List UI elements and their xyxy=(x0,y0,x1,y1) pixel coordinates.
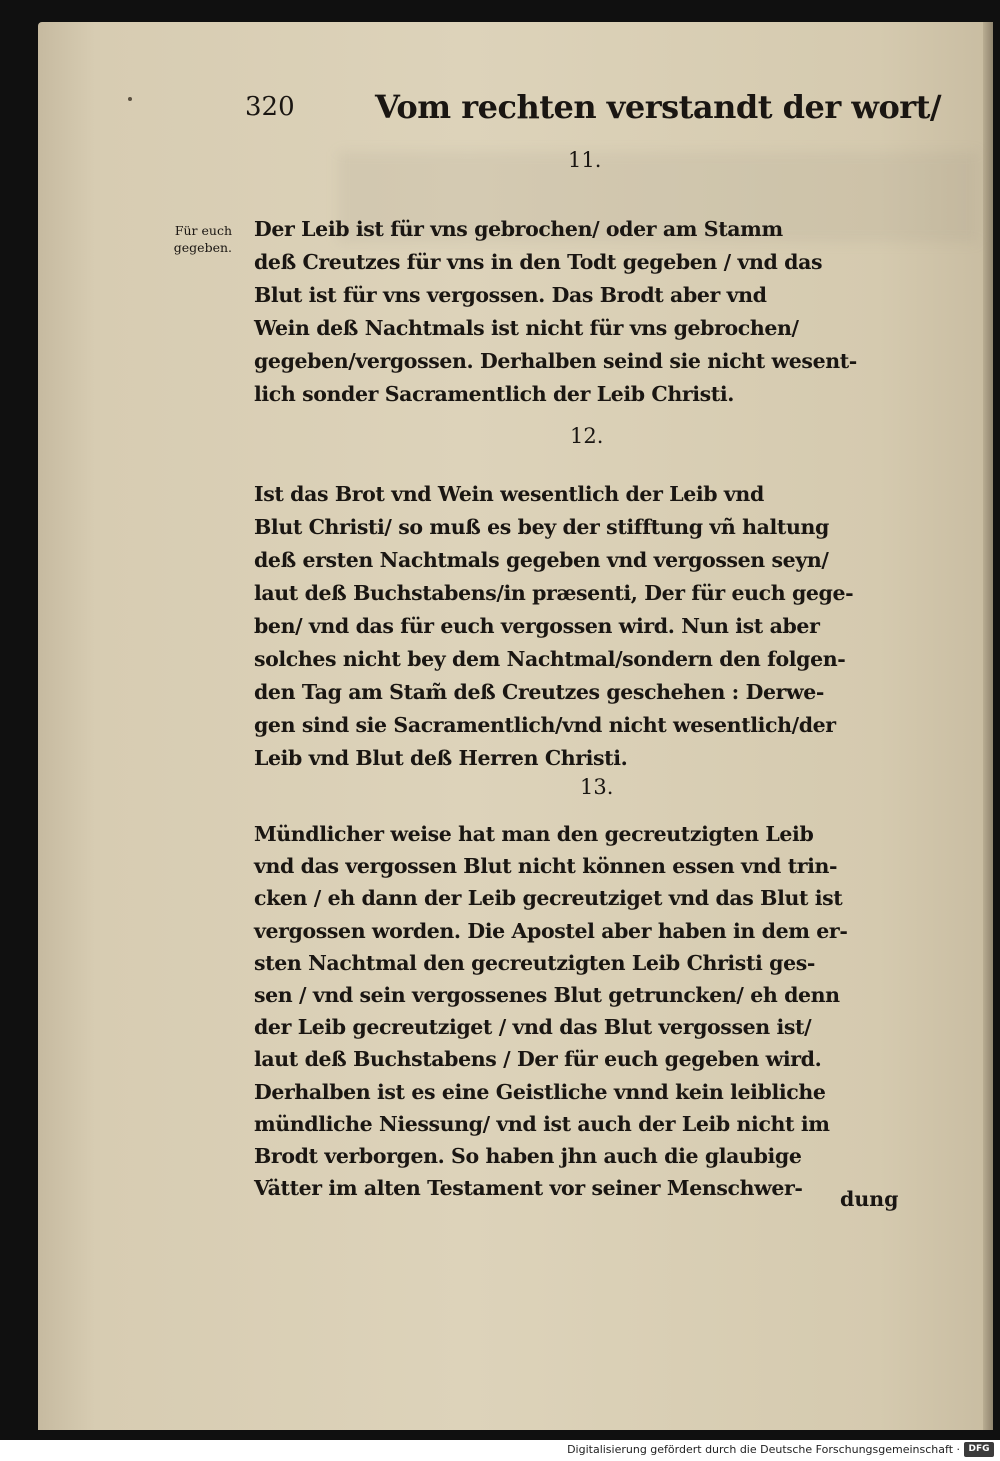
page-number: 320 xyxy=(245,92,295,122)
text-line: lich sonder Sacramentlich der Leib Christi. xyxy=(254,382,734,406)
ink-speck xyxy=(128,97,132,101)
text-line: mündliche Niessung/ vnd ist auch der Leib nicht im xyxy=(254,1111,830,1136)
margin-note-line: Für euch xyxy=(174,223,232,238)
text-line: Leib vnd Blut deß Herren Christi. xyxy=(254,746,628,770)
text-line: Blut ist für vns vergossen. Das Brodt aber vnd xyxy=(254,283,767,307)
text-line: vnd das vergossen Blut nicht können essen vnd trin- xyxy=(254,854,838,879)
text-line: solches nicht bey dem Nachtmal/sondern den folgen- xyxy=(254,647,846,671)
section-number: 12. xyxy=(570,424,604,448)
text-line: gegeben/vergossen. Derhalben seind sie nicht wesent- xyxy=(254,349,857,373)
page-edge xyxy=(983,22,993,1430)
text-line: Vätter im alten Testament vor seiner Menschwer- xyxy=(254,1176,803,1201)
section-number: 13. xyxy=(580,775,614,799)
text-line: gen sind sie Sacramentlich/vnd nicht wesentlich/der xyxy=(254,713,836,737)
funding-credit: Digitalisierung gefördert durch die Deutsche Forschungsgemeinschaft · xyxy=(567,1443,960,1456)
text-line: cken / eh dann der Leib gecreutziget vnd das Blut ist xyxy=(254,886,843,911)
text-line: Wein deß Nachtmals ist nicht für vns gebrochen/ xyxy=(254,316,799,340)
text-line: Brodt verborgen. So haben jhn auch die glaubige xyxy=(254,1143,802,1168)
text-line: deß Creutzes für vns in den Todt gegeben / vnd das xyxy=(254,250,823,274)
paragraph-11 xyxy=(254,213,924,411)
text-line: Blut Christi/ so muß es bey der stifftung vñ haltung xyxy=(254,515,829,539)
paragraph-12 xyxy=(254,478,924,775)
text-line: vergossen worden. Die Apostel aber haben in dem er- xyxy=(254,918,848,943)
running-head: Vom rechten verstandt der wort/ xyxy=(375,88,942,126)
text-line: deß ersten Nachtmals gegeben vnd vergossen seyn/ xyxy=(254,548,829,572)
margin-note xyxy=(152,222,232,256)
text-line: der Leib gecreutziget / vnd das Blut vergossen ist/ xyxy=(254,1015,812,1040)
text-line: laut deß Buchstabens / Der für euch gegeben wird. xyxy=(254,1047,822,1072)
text-line: laut deß Buchstabens/in præsenti, Der für euch gege- xyxy=(254,581,854,605)
margin-note-line: gegeben. xyxy=(173,240,232,255)
text-line: Ist das Brot vnd Wein wesentlich der Leib vnd xyxy=(254,482,764,506)
text-line: den Tag am Stam̃ deß Creutzes geschehen : Derwe- xyxy=(254,680,825,704)
text-line: sten Nachtmal den gecreutzigten Leib Christi ges- xyxy=(254,950,815,975)
text-line: ben/ vnd das für euch vergossen wird. Nun ist aber xyxy=(254,614,820,638)
dfg-logo: DFG xyxy=(964,1442,994,1457)
text-line: Derhalben ist es eine Geistliche vnnd kein leibliche xyxy=(254,1079,826,1104)
text-line: Der Leib ist für vns gebrochen/ oder am Stamm xyxy=(254,217,783,241)
section-number: 11. xyxy=(568,148,602,172)
text-line: Mündlicher weise hat man den gecreutzigten Leib xyxy=(254,822,814,846)
text-line: sen / vnd sein vergossenes Blut getruncken/ eh denn xyxy=(254,982,840,1007)
paragraph-13 xyxy=(254,818,924,1204)
catchword: dung xyxy=(840,1187,899,1211)
